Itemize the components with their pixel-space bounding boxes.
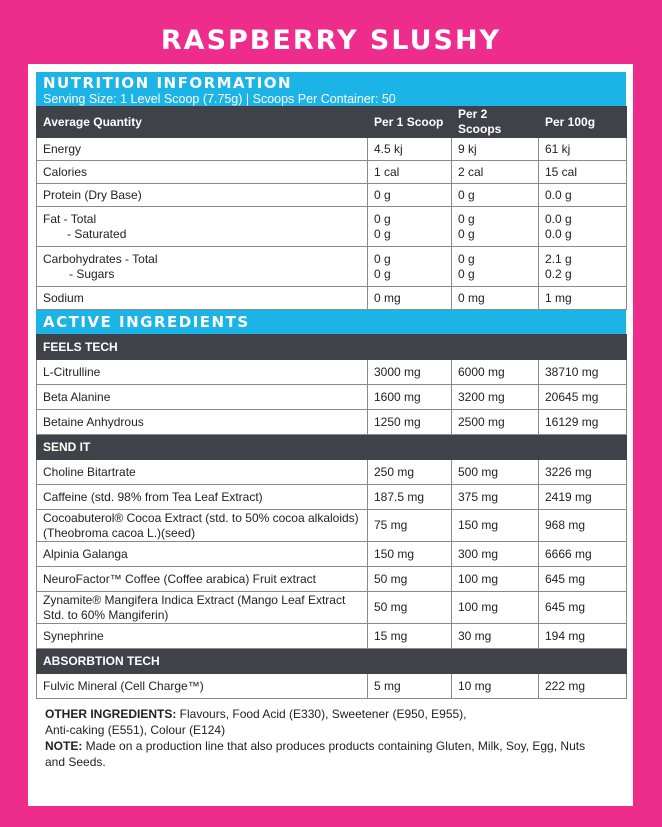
- cell-value: 0 mg: [368, 287, 452, 310]
- cell-value: 645 mg: [539, 592, 627, 624]
- cell-value: 375 mg: [452, 485, 539, 510]
- row-label: Alpinia Galanga: [37, 542, 368, 567]
- row-label-cont: (Theobroma cacoa L.)(seed): [43, 525, 196, 540]
- cell-value: 15 mg: [368, 624, 452, 649]
- category-label: SEND IT: [37, 435, 627, 460]
- category-label: FEELS TECH: [37, 335, 627, 360]
- row-label: Protein (Dry Base): [37, 184, 368, 207]
- row-label-cont: Std. to 60% Mangiferin): [43, 607, 169, 622]
- row-label: Beta Alanine: [37, 385, 368, 410]
- table-row: [37, 460, 627, 485]
- row-label: [37, 592, 368, 624]
- cell-value: 250 mg: [368, 460, 452, 485]
- cell-line: 0 g: [458, 251, 475, 266]
- category-row-feels-tech: [37, 335, 627, 360]
- cell-value: 3200 mg: [452, 385, 539, 410]
- cell-value: [368, 207, 452, 247]
- row-label-sub: - Saturated: [67, 226, 127, 241]
- cell-value: [452, 207, 539, 247]
- table-row: [37, 542, 627, 567]
- cell-value: [539, 207, 627, 247]
- table-row: [37, 247, 627, 287]
- row-label-sub: - Sugars: [69, 266, 115, 281]
- row-label-main: Fat - Total: [43, 211, 97, 226]
- row-label: [37, 247, 368, 287]
- header-per-1-scoop: Per 1 Scoop: [368, 107, 452, 138]
- note-label: NOTE:: [45, 739, 83, 753]
- table-row: [37, 410, 627, 435]
- cell-value: 968 mg: [539, 510, 627, 542]
- table-row: [37, 510, 627, 542]
- active-ingredients-band: [36, 310, 626, 334]
- cell-line: 0 g: [374, 266, 391, 281]
- cell-value: 10 mg: [452, 674, 539, 699]
- nutrition-information-band: [36, 72, 626, 106]
- table-row: [37, 207, 627, 247]
- cell-value: 0.0 g: [539, 184, 627, 207]
- table-row: [37, 360, 627, 385]
- product-title: RASPBERRY SLUSHY: [160, 25, 502, 56]
- cell-value: 50 mg: [368, 567, 452, 592]
- cell-value: 500 mg: [452, 460, 539, 485]
- row-label: NeuroFactor™ Coffee (Coffee arabica) Fruit extract: [37, 567, 368, 592]
- cell-value: 1 mg: [539, 287, 627, 310]
- table-row: [37, 567, 627, 592]
- cell-value: 1 cal: [368, 161, 452, 184]
- row-label: [37, 510, 368, 542]
- cell-value: [452, 247, 539, 287]
- row-label: Choline Bitartrate: [37, 460, 368, 485]
- cell-value: 222 mg: [539, 674, 627, 699]
- cell-line: 0 g: [458, 226, 475, 241]
- cell-value: [539, 247, 627, 287]
- row-label: Synephrine: [37, 624, 368, 649]
- table-row: [37, 674, 627, 699]
- cell-value: 2419 mg: [539, 485, 627, 510]
- cell-value: 15 cal: [539, 161, 627, 184]
- cell-value: 100 mg: [452, 592, 539, 624]
- category-row-send-it: [37, 435, 627, 460]
- row-label: Energy: [37, 138, 368, 161]
- table-row: [37, 287, 627, 310]
- cell-value: 2 cal: [452, 161, 539, 184]
- cell-value: [368, 247, 452, 287]
- cell-value: 38710 mg: [539, 360, 627, 385]
- table-row: [37, 592, 627, 624]
- cell-line: 0 g: [458, 211, 475, 226]
- serving-size-line: Serving Size: 1 Level Scoop (7.75g) | Scoops Per Container: 50: [43, 92, 396, 106]
- cell-line: 0.2 g: [545, 266, 572, 281]
- cell-line: 0 g: [374, 226, 391, 241]
- allergen-note-cont: and Seeds.: [45, 755, 106, 769]
- allergen-note: [45, 738, 618, 754]
- cell-value: 0 mg: [452, 287, 539, 310]
- other-ingredients-text: Flavours, Food Acid (E330), Sweetener (E950, E955),: [176, 707, 467, 721]
- header-per-2-scoops: Per 2 Scoops: [452, 107, 539, 138]
- row-label-main: Carbohydrates - Total: [43, 251, 158, 266]
- row-label: Betaine Anhydrous: [37, 410, 368, 435]
- cell-line: 0.0 g: [545, 226, 572, 241]
- cell-value: 194 mg: [539, 624, 627, 649]
- label-footer: [36, 706, 626, 770]
- other-ingredients: [45, 706, 618, 722]
- category-label: ABSORBTION TECH: [37, 649, 627, 674]
- cell-value: 4.5 kj: [368, 138, 452, 161]
- cell-value: 6666 mg: [539, 542, 627, 567]
- nutrition-header-row: [37, 107, 627, 138]
- table-row: [37, 184, 627, 207]
- cell-value: 3226 mg: [539, 460, 627, 485]
- cell-value: 100 mg: [452, 567, 539, 592]
- row-label: [37, 207, 368, 247]
- table-row: [37, 624, 627, 649]
- cell-value: 6000 mg: [452, 360, 539, 385]
- cell-value: 300 mg: [452, 542, 539, 567]
- cell-value: 1250 mg: [368, 410, 452, 435]
- cell-line: 0 g: [374, 211, 391, 226]
- cell-value: 3000 mg: [368, 360, 452, 385]
- active-ingredients-table: [36, 334, 627, 699]
- cell-value: 150 mg: [368, 542, 452, 567]
- cell-line: 2.1 g: [545, 251, 572, 266]
- row-label: Fulvic Mineral (Cell Charge™): [37, 674, 368, 699]
- cell-value: 645 mg: [539, 567, 627, 592]
- cell-value: 16129 mg: [539, 410, 627, 435]
- cell-value: 2500 mg: [452, 410, 539, 435]
- row-label: Calories: [37, 161, 368, 184]
- cell-value: 30 mg: [452, 624, 539, 649]
- table-row: [37, 385, 627, 410]
- cell-value: 0 g: [452, 184, 539, 207]
- table-row: [37, 485, 627, 510]
- row-label-main: Zynamite® Mangifera Indica Extract (Mango Leaf Extract: [43, 592, 346, 607]
- cell-value: 20645 mg: [539, 385, 627, 410]
- row-label: L-Citrulline: [37, 360, 368, 385]
- cell-value: 0 g: [368, 184, 452, 207]
- nutrition-information-title: NUTRITION INFORMATION: [43, 74, 293, 92]
- cell-line: 0 g: [458, 266, 475, 281]
- other-ingredients-cont: Anti-caking (E551), Colour (E124): [45, 723, 226, 737]
- header-average-quantity: Average Quantity: [37, 107, 368, 138]
- other-ingredients-label: OTHER INGREDIENTS:: [45, 707, 177, 721]
- active-ingredients-title: ACTIVE INGREDIENTS: [43, 313, 250, 331]
- category-row-absorbtion-tech: [37, 649, 627, 674]
- cell-line: 0 g: [374, 251, 391, 266]
- cell-value: 50 mg: [368, 592, 452, 624]
- cell-value: 9 kj: [452, 138, 539, 161]
- cell-value: 150 mg: [452, 510, 539, 542]
- cell-value: 61 kj: [539, 138, 627, 161]
- table-row: [37, 161, 627, 184]
- cell-value: 187.5 mg: [368, 485, 452, 510]
- row-label: Caffeine (std. 98% from Tea Leaf Extract): [37, 485, 368, 510]
- nutrition-table: [36, 106, 627, 310]
- header-per-100g: Per 100g: [539, 107, 627, 138]
- cell-line: 0.0 g: [545, 211, 572, 226]
- cell-value: 5 mg: [368, 674, 452, 699]
- row-label: Sodium: [37, 287, 368, 310]
- note-text: Made on a production line that also produces products containing Gluten, Milk, Soy, Egg, Nuts: [82, 739, 586, 753]
- cell-value: 1600 mg: [368, 385, 452, 410]
- table-row: [37, 138, 627, 161]
- nutrition-label: [36, 72, 626, 770]
- cell-value: 75 mg: [368, 510, 452, 542]
- row-label-main: Cocoabuterol® Cocoa Extract (std. to 50% cocoa alkaloids): [43, 510, 359, 525]
